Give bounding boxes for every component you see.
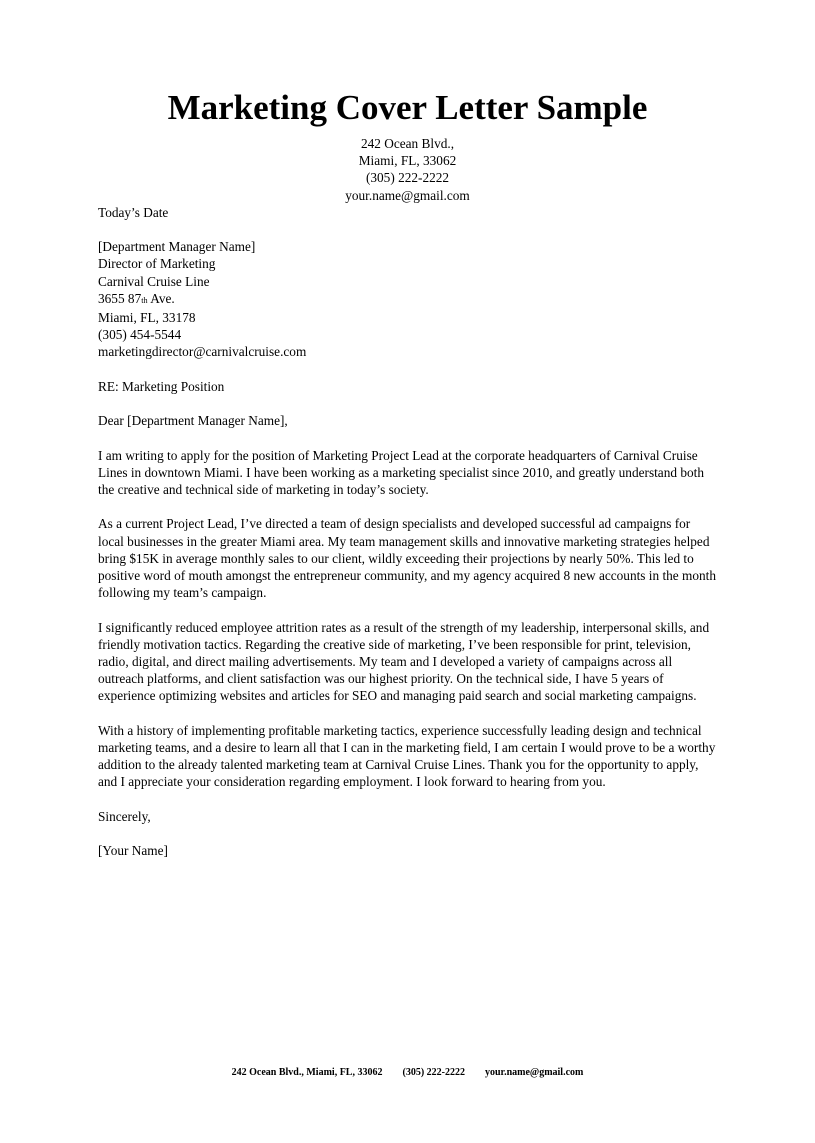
recipient-street-rest: Ave. [147,290,175,306]
recipient-email: marketingdirector@carnivalcruise.com [98,344,307,360]
page-footer [98,1066,717,1079]
letter-body [98,204,717,860]
salutation: Dear [Department Manager Name], [98,413,288,429]
body-paragraph-1: I am writing to apply for the position of Marketing Project Lead at the corporate headquarters of Carnival Cruise Lines in downtown Miami. I have been working as a marketing specialist since 2010, and greatly understand both the creative and technical side of marketing in today’s society. [98,447,704,497]
recipient-block [98,238,717,360]
recipient-name: [Department Manager Name] [98,239,256,255]
footer-email: your.name@gmail.com [484,1067,584,1078]
recipient-street [98,290,717,309]
footer-phone: (305) 222-2222 [402,1067,465,1078]
recipient-city: Miami, FL, 33178 [98,310,196,326]
letter-title: Marketing Cover Letter Sample [167,88,648,127]
letter-page [0,88,815,1143]
recipient-phone: (305) 454-5544 [98,327,182,343]
body-paragraph-3: I significantly reduced employee attrition rates as a result of the strength of my leadership, interpersonal skills, and friendly motivation tactics. Regarding the creative side of marketing, I’ve been responsible for print, television, radio, digital, and direct mailing advertisements. My team and I developed a variety of campaigns across all outreach platforms, and client satisfaction was our highest priority. On the technical side, I have 5 years of experience optimizing websites and articles for SEO and managing paid search and social marketing campaigns. [98,619,710,704]
sender-address-line1: 242 Ocean Blvd., [360,136,455,151]
body-paragraph-2: As a current Project Lead, I’ve directed a team of design specialists and developed successful ad campaigns for local businesses in the greater Miami area. My team management skills and innovative marketing strategies helped bring $15K in average monthly sales to our client, wildly exceeding their projections by nearly 50%. This led to positive word of mouth amongst the entrepreneur community, and my agency acquired 8 new accounts in the month following my team’s campaign. [98,516,717,601]
closing: Sincerely, [98,808,151,824]
recipient-company: Carnival Cruise Line [98,273,210,289]
footer-address: 242 Ocean Blvd., Miami, FL, 33062 [231,1067,383,1078]
sender-email: your.name@gmail.com [345,187,470,203]
recipient-job-title: Director of Marketing [98,256,216,272]
sender-contact-block [98,135,717,204]
recipient-street-number: 3655 87 [98,290,142,306]
sender-address-line2: Miami, FL, 33062 [358,153,457,169]
recipient-street-ordinal: th [141,295,148,305]
date-line: Today’s Date [98,204,169,220]
body-paragraph-4: With a history of implementing profitable marketing tactics, experience successfully leading design and technical marketing teams, and a desire to learn all that I can in the marketing field, I am certain I would prove to be a worthy addition to the already talented marketing team at Carnival Cruise Lines. Thank you for the opportunity to apply, and I appreciate your consideration regarding employment. I look forward to hearing from you. [98,722,716,790]
subject-line: RE: Marketing Position [98,378,225,394]
sender-phone: (305) 222-2222 [365,170,450,186]
signature: [Your Name] [98,843,168,859]
